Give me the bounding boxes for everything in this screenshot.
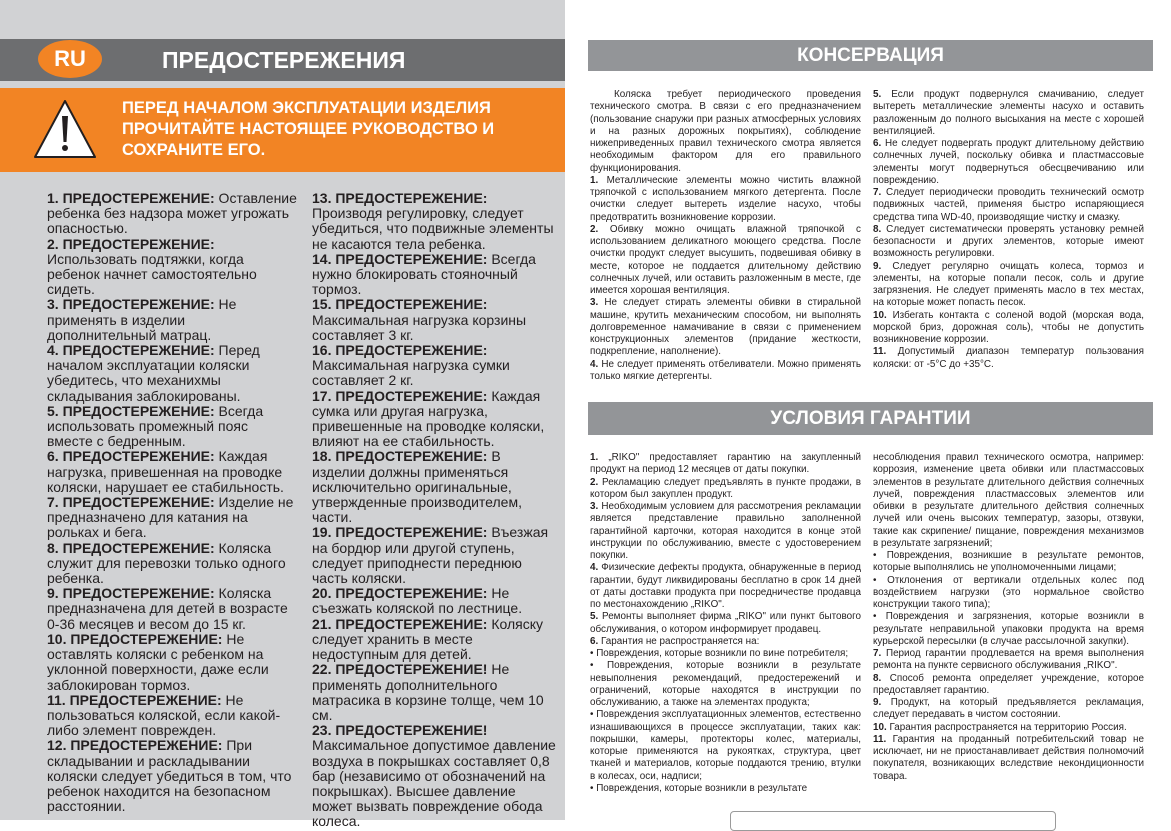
item-number: 11. [873, 346, 887, 358]
item-text: Въезжая на бордюр или другой ступень, следует приподнести переднюю часть коляски. [312, 524, 549, 587]
item-text: Следует регулярно очищать колеса, тормоз и элементы, на которые попали песок, соль и другие загрязнения. Не следует применять масло в тех местах, на которые может попасть песок. [873, 260, 1144, 309]
item-number: 7. [873, 187, 882, 198]
item-text: Не следует стирать элементы обивки в стиральной машине, крутить механическим способом, ни выполнять долговременное намачивание в связи с применением конструкционных элементов (придание жесткости, подкрепление, наполнение). [590, 297, 861, 358]
item-number: 2. [590, 476, 599, 488]
warranty-header: УСЛОВИЯ ГАРАНТИИ [588, 402, 1153, 435]
item-text: Гарантия не распространяется на: [598, 635, 760, 647]
warnings-title: ПРЕДОСТЕРЕЖЕНИЯ [162, 47, 406, 73]
item-number: 4. [590, 358, 599, 370]
warning-item [312, 617, 557, 663]
paragraph [590, 224, 861, 298]
warning-item [312, 525, 557, 586]
warning-label: 12. ПРЕДОСТЕРЕЖЕНИЕ: [47, 737, 223, 754]
item-text: • Повреждения эксплуатационных элементов, естественно изнашивающихся в процессе эксплуатации, таких как: покрышки, камеры, протекторы колес, материалы, которые применяются на рукоятках, структура, цвет тканей и материалов, которые поддаются трению, втулки в колесах, оси, надписи; [590, 709, 861, 782]
warning-item [47, 404, 297, 450]
item-number: 5. [873, 89, 882, 100]
paragraph [873, 734, 1144, 783]
warning-item [47, 191, 297, 237]
warning-item [312, 389, 557, 450]
item-text: Максимальная нагрузка сумки составляет 2 кг. [312, 357, 510, 389]
item-number: 4. [590, 562, 599, 574]
item-text: Продукт, на который предъявляется рекламация, следует передавать в чистом состоянии. [873, 697, 1144, 721]
item-text: Металлические элементы можно чистить влажной тряпочкой с использованием мягкого детергента. После очистки следует вытереть изделие насухо, чтобы предотвратить возникновение коррозии. [590, 174, 861, 223]
paragraph [590, 562, 861, 611]
item-number: 10. [873, 721, 887, 733]
item-text: Допустимый диапазон температур пользования коляски: от -5°С до +35°С. [873, 346, 1144, 370]
item-text: Следует систематически проверять установку ремней безопасности и других элементов, которые имеют возможность регулировки. [873, 223, 1144, 260]
item-text: • Отклонения от вертикали отдельных колес под воздействием нагрузки (это нормальное свойство конструкции такого типа); [873, 574, 1144, 610]
item-number: 6. [873, 138, 882, 149]
item-text: Каждая сумка или другая нагрузка, привешенные на проводке коляски, влияют на ее стабильность. [312, 387, 545, 450]
warning-item [312, 343, 557, 389]
item-text: Максимальное допустимое давление воздуха в покрышках составляет 0,8 бар (независимо от обозначений на покрышках). Высшее давление может вызвать повреждение обода колеса. [312, 737, 556, 830]
warning-label: 4. ПРЕДОСТЕРЕЖЕНИЕ: [47, 342, 215, 359]
paragraph [590, 297, 861, 358]
warning-label: 1. ПРЕДОСТЕРЕЖЕНИЕ: [47, 190, 215, 206]
paragraph [873, 261, 1144, 310]
paragraph [873, 138, 1144, 187]
item-number: 2. [590, 223, 599, 235]
item-text: При складывании и раскладывании коляски следует убедиться в том, что ребенок находится на безопасном расстоянии. [47, 737, 292, 815]
warning-label: 2. ПРЕДОСТЕРЕЖЕНИЕ: [47, 235, 215, 252]
warning-item [47, 632, 297, 693]
item-text: Не оставлять коляски с ребенком на уклонной поверхности, даже если заблокирован тормоз. [47, 630, 269, 693]
paragraph [590, 89, 861, 175]
item-number: 6. [590, 635, 599, 647]
warning-label: 23. ПРЕДОСТЕРЕЖЕНИЕ! [312, 722, 488, 739]
item-number: 8. [873, 672, 882, 684]
paragraph [873, 346, 1144, 371]
item-text: Оставление ребенка без надзора может угрожать опасностью. [47, 190, 297, 237]
item-text: Производя регулировку, следует убедиться, что подвижные элементы не касаются тела ребенка. [312, 205, 554, 252]
item-text: Перед началом эксплуатации коляски убедитесь, что механихмы складывания заблокированы. [47, 342, 260, 404]
item-text: Не пользоваться коляской, если какой-либо элемент поврежден. [47, 691, 281, 739]
item-text: Максимальная нагрузка корзины составляет 3 кг. [312, 311, 527, 343]
warning-label: 10. ПРЕДОСТЕРЕЖЕНИЕ: [47, 630, 223, 647]
paragraph [590, 783, 861, 795]
item-text: Обивку можно очищать влажной тряпочкой с использованием деликатного моющего средства. После очистки продукт следует высушить, подвешивая обивку в месте, которое не поддается длительному действию солнечных лучей, или оставить разложенным в месте, где имеется хорошая вентиляция. [590, 223, 861, 296]
notice-text: ПЕРЕД НАЧАЛОМ ЭКСПЛУАТАЦИИ ИЗДЕЛИЯ ПРОЧИТАЙТЕ НАСТОЯЩЕЕ РУКОВОДСТВО И СОХРАНИТЕ ЕГО. [122, 99, 495, 159]
item-text: Не применять дополнительного матрасика в корзине толще, чем 10 см. [312, 661, 544, 723]
paragraph [873, 611, 1144, 648]
paragraph [590, 611, 861, 636]
item-text: Использовать подтяжки, когда ребенок начнет самостоятельно сидеть. [47, 250, 257, 298]
item-number: 5. [590, 611, 599, 623]
warning-label: 22. ПРЕДОСТЕРЕЖЕНИЕ! [312, 661, 488, 678]
paragraph [590, 501, 861, 562]
item-text: „RIKO" предоставляет гарантию на закупленный продукт на период 12 месяцев от даты покупки. [590, 452, 861, 476]
item-text: Коляска требует периодического проведения технического смотра. В связи с его предназначением (пользование снаружи при разных атмосферных условиях и на разных дорожных покрытиях), соблюдение нижеприведенных правил технического смотра является необходимым фактором для его правильного функционирования. [590, 89, 861, 174]
item-text: Гарантия распространяется на территорию Россия. [886, 721, 1127, 733]
item-text: Всегда использовать промежный пояс вместе с бедренным. [47, 402, 264, 450]
warranty-column-2 [873, 452, 1144, 783]
item-text: Гарантия на проданный потребительский товар не исключает, ни не приостанавливает действия полномочий покупателя, возникающих вследствие некондиционности товара. [873, 733, 1144, 782]
item-number: 3. [590, 501, 599, 512]
item-text: Если продукт подвернулся смачиванию, следует вытереть металлические элементы насухо и оставить разложенным до полного высыхания на месте с хорошей вентиляцией. [873, 89, 1144, 137]
paragraph [590, 175, 861, 224]
paragraph [590, 477, 861, 502]
item-text: Всегда нужно блокировать стояночный тормоз. [312, 250, 536, 298]
paragraph [590, 636, 861, 648]
paragraph [590, 709, 861, 783]
warning-triangle-icon [32, 98, 98, 160]
item-text: Избегать контакта с соленой водой (морская вода, морской бриз, дорожная соль), чтобы не допустить возникновение коррозии. [873, 309, 1144, 345]
warning-item [312, 449, 557, 525]
warning-label: 3. ПРЕДОСТЕРЕЖЕНИЕ: [47, 296, 215, 313]
paragraph [590, 359, 861, 384]
item-text: Коляска предназначена для детей в возрасте 0-36 месяцев и весом до 15 кг. [47, 585, 288, 632]
item-text: • Повреждения, которые возникли по вине потребителя; [590, 648, 849, 659]
warning-item [47, 449, 297, 495]
warning-item [47, 541, 297, 587]
item-text: Коляску следует хранить в месте недоступным для детей. [312, 615, 544, 663]
warnings-column-1 [47, 191, 297, 814]
item-text: • Повреждения и загрязнения, которые возникли в результате неправильной упаковки продукта на время курьерской пересылки (в случае рассылочной закупки). [873, 611, 1144, 647]
warning-item [47, 693, 297, 739]
warning-item [312, 191, 557, 252]
item-text: Рекламацию следует предъявлять в пункте продажи, в котором был закуплен продукт. [590, 476, 861, 500]
warning-item [312, 586, 557, 616]
item-number: 3. [590, 297, 599, 309]
warranty-column-1 [590, 452, 861, 795]
item-text: Следует периодически проводить технический осмотр подвижных частей, применяя быстро испаряющиеся средства типа WD-40, производящие чистку и смазку. [873, 187, 1144, 223]
warning-label: 8. ПРЕДОСТЕРЕЖЕНИЕ: [47, 539, 215, 556]
item-number: 1. [590, 452, 599, 463]
paragraph [873, 452, 1144, 550]
warning-item [47, 738, 297, 814]
warning-label: 7. ПРЕДОСТЕРЕЖЕНИЕ: [47, 494, 215, 511]
item-text: В изделии должны применяться исключительно оригинальные, утвержденные производителем, части. [312, 448, 522, 526]
item-text: Не следует применять отбеливатели. Можно применять только мягкие детергенты. [590, 358, 861, 382]
warning-label: 14. ПРЕДОСТЕРЕЖЕНИЕ: [312, 250, 488, 267]
conservation-column-1 [590, 89, 861, 383]
conservation-header: КОНСЕРВАЦИЯ [588, 40, 1153, 71]
warning-item [312, 723, 557, 829]
warning-label: 11. ПРЕДОСТЕРЕЖЕНИЕ: [47, 691, 222, 708]
warning-label: 18. ПРЕДОСТЕРЕЖЕНИЕ: [312, 448, 488, 465]
warning-label: 5. ПРЕДОСТЕРЕЖЕНИЕ: [47, 402, 215, 419]
item-text: • Повреждения, которые возникли в результате [590, 782, 808, 794]
warning-label: 13. ПРЕДОСТЕРЕЖЕНИЕ: [312, 190, 488, 206]
item-text: несоблюдения правил технического осмотра, например: коррозия, изменение цвета обивки или пластмассовых элементов в результате длительного действия солнечных лучей, повреждения пластмассовых элементов или обивки в результате длительного действия солнечных лучей или очень высоких температур, зазоры, отзвуки, такие как скрипение/ пищание, повреждения механизмов в результате загрязнений; [873, 452, 1144, 549]
warning-label: 19. ПРЕДОСТЕРЕЖЕНИЕ: [312, 524, 488, 541]
warning-label: 16. ПРЕДОСТЕРЕЖЕНИЕ: [312, 342, 488, 359]
item-number: 11. [873, 733, 887, 745]
warning-item [312, 662, 557, 723]
paragraph [873, 648, 1144, 673]
paragraph [873, 673, 1144, 698]
item-text: Период гарантии продлевается на время выполнения ремонта на пункте сервисного обслуживания „RIKO". [873, 648, 1144, 672]
item-number: 10. [873, 309, 887, 321]
warning-item [312, 297, 557, 343]
paragraph [590, 648, 861, 660]
item-number: 1. [590, 174, 599, 186]
item-number: 9. [873, 260, 882, 272]
warning-label: 9. ПРЕДОСТЕРЕЖЕНИЕ: [47, 585, 215, 602]
paragraph [873, 722, 1144, 734]
paragraph [873, 550, 1144, 575]
warning-item [47, 586, 297, 632]
item-text: • Повреждения, возникшие в результате ремонтов, которые выполнялись не уполномоченными лицами; [873, 550, 1144, 574]
item-text: Не съезжать коляской по лестнице. [312, 585, 523, 617]
paragraph [590, 452, 861, 477]
item-number: 7. [873, 648, 882, 659]
item-number: 8. [873, 223, 882, 235]
paragraph [590, 660, 861, 709]
conservation-column-2 [873, 89, 1144, 371]
paragraph [873, 89, 1144, 138]
item-text: Физические дефекты продукта, обнаруженные в период гарантии, будут ликвидированы бесплатно в срок 14 дней от даты доставки продукта при посредничестве продавца по местонахождению „RIKO". [590, 562, 861, 610]
paragraph [873, 697, 1144, 722]
paragraph [873, 575, 1144, 612]
language-badge: RU [38, 40, 102, 78]
warning-item [312, 252, 557, 298]
paragraph [873, 187, 1144, 224]
item-text: Каждая нагрузка, привешенная на проводке коляски, нарушает ее стабильность. [47, 448, 284, 495]
item-text: Изделие не предназначено для катания на рольках и бега. [47, 494, 294, 541]
warning-item [47, 495, 297, 541]
item-text: Ремонты выполняет фирма „RIKO" или пункт бытового обслуживания, о котором информирует продавец. [590, 611, 861, 635]
warnings-page [0, 0, 565, 830]
warning-label: 17. ПРЕДОСТЕРЕЖЕНИЕ: [312, 387, 488, 404]
warning-label: 15. ПРЕДОСТЕРЕЖЕНИЕ: [312, 296, 488, 313]
item-text: Коляска служит для перевозки только одного ребенка. [47, 539, 286, 587]
item-number: 9. [873, 697, 882, 708]
item-text: Способ ремонта определяет учреждение, которое предоставляет гарантию. [873, 672, 1144, 696]
warnings-column-2 [312, 191, 557, 830]
warning-item [47, 297, 297, 343]
warning-label: 20. ПРЕДОСТЕРЕЖЕНИЕ: [312, 585, 488, 602]
paragraph [873, 310, 1144, 347]
item-text: Не применять в изделии дополнительный матрац. [47, 296, 237, 343]
paragraph [873, 224, 1144, 261]
item-text: Необходимым условием для рассмотрения рекламации является представление правильно заполненной гарантийной карточки, которая находится в конце этой инструкции по обслуживанию, вместе с удостоверением покупки. [590, 501, 861, 561]
warranty-card-box [730, 811, 1056, 831]
warning-label: 21. ПРЕДОСТЕРЕЖЕНИЕ: [312, 615, 488, 632]
item-text: Не следует подвергать продукт длительному действию солнечных лучей, поскольку обивка и пластмассовые элементы могут подвернуться обесцвечиванию или повреждению. [873, 138, 1144, 186]
warning-item [47, 237, 297, 298]
warning-item [47, 343, 297, 404]
warning-label: 6. ПРЕДОСТЕРЕЖЕНИЕ: [47, 448, 215, 465]
item-text: • Повреждения, которые возникли в результате невыполнения рекомендаций, предостережений и ограничений, которые находятся в инструкции по обслуживанию, а также на элементах продукта; [590, 660, 861, 708]
